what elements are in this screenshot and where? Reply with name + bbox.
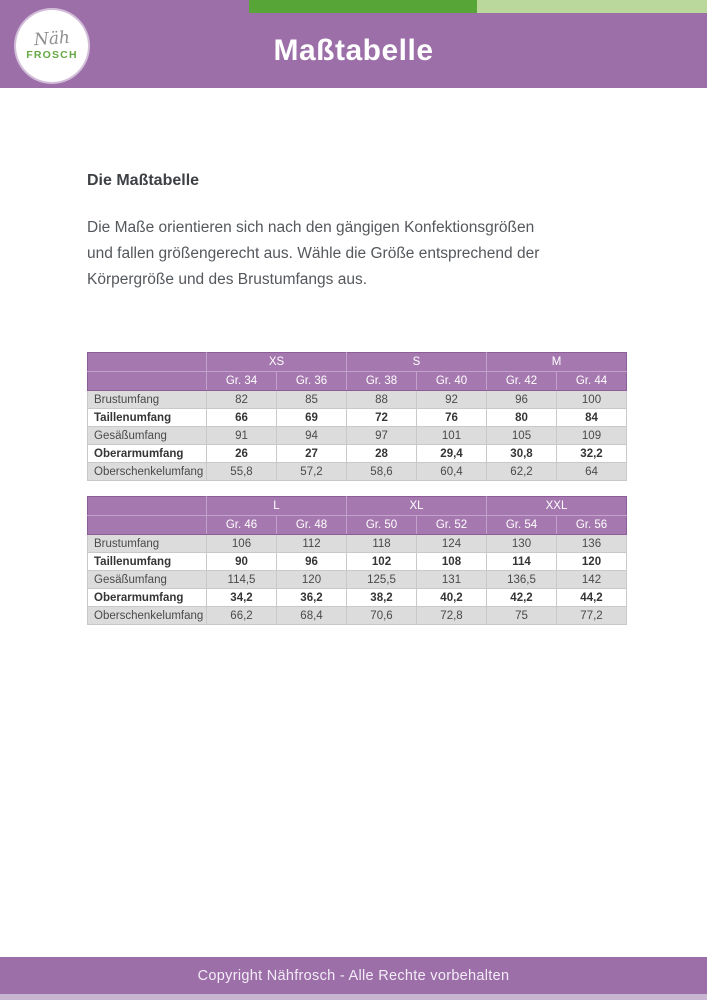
intro-line: Körpergröße und des Brustumfangs aus.: [87, 271, 368, 288]
size-table-xs-s-m: [87, 352, 627, 481]
measurement-value-cell: 118: [347, 535, 417, 553]
measurement-label-cell: Gesäßumfang: [88, 571, 207, 589]
measurement-value-cell: 36,2: [277, 589, 347, 607]
intro-paragraph: [87, 215, 539, 293]
size-table-l-xl-xxl: [87, 496, 627, 625]
corner-cell: [88, 516, 207, 535]
measurement-value-cell: 142: [557, 571, 627, 589]
measurement-value-cell: 58,6: [347, 463, 417, 481]
size-group-header: XS: [207, 353, 347, 372]
size-header: Gr. 54: [487, 516, 557, 535]
measurement-value-cell: 124: [417, 535, 487, 553]
footer-bar: [0, 957, 707, 994]
measurement-value-cell: 90: [207, 553, 277, 571]
measurement-value-cell: 102: [347, 553, 417, 571]
section-heading: Die Maßtabelle: [87, 172, 200, 189]
measurement-label-cell: Oberarmumfang: [88, 589, 207, 607]
measurement-value-cell: 69: [277, 409, 347, 427]
footer-copyright-text: Copyright Nähfrosch - Alle Rechte vorbehalten: [197, 967, 510, 984]
table-row: [88, 553, 627, 571]
corner-cell: [88, 497, 207, 516]
size-header: Gr. 48: [277, 516, 347, 535]
size-header: Gr. 36: [277, 372, 347, 391]
measurement-value-cell: 72,8: [417, 607, 487, 625]
measurement-value-cell: 114: [487, 553, 557, 571]
measurement-value-cell: 68,4: [277, 607, 347, 625]
table-row: [88, 445, 627, 463]
table-row: [88, 391, 627, 409]
measurement-label-cell: Brustumfang: [88, 391, 207, 409]
measurement-value-cell: 29,4: [417, 445, 487, 463]
measurement-value-cell: 114,5: [207, 571, 277, 589]
size-header: Gr. 38: [347, 372, 417, 391]
measurement-value-cell: 105: [487, 427, 557, 445]
size-header: Gr. 56: [557, 516, 627, 535]
measurement-value-cell: 38,2: [347, 589, 417, 607]
measurement-value-cell: 27: [277, 445, 347, 463]
measurement-value-cell: 120: [557, 553, 627, 571]
measurement-value-cell: 136: [557, 535, 627, 553]
measurement-value-cell: 92: [417, 391, 487, 409]
measurement-value-cell: 106: [207, 535, 277, 553]
page-title: Maßtabelle: [273, 33, 434, 67]
intro-line: Die Maße orientieren sich nach den gängigen Konfektionsgrößen: [87, 219, 535, 236]
logo-brand-text: FROSCH: [26, 49, 78, 61]
measurement-value-cell: 60,4: [417, 463, 487, 481]
measurement-value-cell: 125,5: [347, 571, 417, 589]
size-group-header: XXL: [487, 497, 627, 516]
measurement-value-cell: 88: [347, 391, 417, 409]
size-header-row: [88, 372, 627, 391]
size-group-header: L: [207, 497, 347, 516]
measurement-value-cell: 64: [557, 463, 627, 481]
intro-line: und fallen größengerecht aus. Wähle die Größe entsprechend der: [87, 245, 540, 262]
corner-cell: [88, 353, 207, 372]
measurement-value-cell: 101: [417, 427, 487, 445]
measurement-value-cell: 40,2: [417, 589, 487, 607]
size-header: Gr. 50: [347, 516, 417, 535]
measurement-value-cell: 42,2: [487, 589, 557, 607]
measurement-value-cell: 136,5: [487, 571, 557, 589]
measurement-value-cell: 57,2: [277, 463, 347, 481]
corner-cell: [88, 372, 207, 391]
measurement-value-cell: 112: [277, 535, 347, 553]
measurement-value-cell: 55,8: [207, 463, 277, 481]
measurement-value-cell: 96: [277, 553, 347, 571]
table-row: [88, 535, 627, 553]
table-row: [88, 607, 627, 625]
measurement-value-cell: 34,2: [207, 589, 277, 607]
measurement-value-cell: 91: [207, 427, 277, 445]
header-bar: [0, 0, 707, 88]
logo-script-text: Näh: [33, 27, 71, 51]
measurement-value-cell: 94: [277, 427, 347, 445]
measurement-value-cell: 28: [347, 445, 417, 463]
measurement-value-cell: 97: [347, 427, 417, 445]
group-header-row: [88, 497, 627, 516]
size-header: Gr. 34: [207, 372, 277, 391]
measurement-value-cell: 66,2: [207, 607, 277, 625]
measurement-label-cell: Taillenumfang: [88, 409, 207, 427]
measurement-value-cell: 70,6: [347, 607, 417, 625]
measurement-label-cell: Taillenumfang: [88, 553, 207, 571]
table-row: [88, 589, 627, 607]
measurement-label-cell: Brustumfang: [88, 535, 207, 553]
measurement-value-cell: 100: [557, 391, 627, 409]
table-row: [88, 427, 627, 445]
measurement-value-cell: 66: [207, 409, 277, 427]
measurement-value-cell: 32,2: [557, 445, 627, 463]
measurement-value-cell: 96: [487, 391, 557, 409]
green-accent-bar-light: [477, 0, 707, 13]
measurement-value-cell: 120: [277, 571, 347, 589]
measurement-value-cell: 77,2: [557, 607, 627, 625]
nahfrosch-logo: [16, 10, 88, 82]
measurement-label-cell: Oberschenkelumfang: [88, 463, 207, 481]
size-header: Gr. 44: [557, 372, 627, 391]
measurement-label-cell: Oberarmumfang: [88, 445, 207, 463]
size-group-header: XL: [347, 497, 487, 516]
measurement-label-cell: Oberschenkelumfang: [88, 607, 207, 625]
measurement-value-cell: 80: [487, 409, 557, 427]
measurement-value-cell: 62,2: [487, 463, 557, 481]
footer-accent-strip: [0, 994, 707, 1000]
measurement-value-cell: 130: [487, 535, 557, 553]
measurement-value-cell: 44,2: [557, 589, 627, 607]
table-row: [88, 463, 627, 481]
table-row: [88, 571, 627, 589]
size-header: Gr. 42: [487, 372, 557, 391]
measurement-value-cell: 109: [557, 427, 627, 445]
green-accent-bar-dark: [249, 0, 477, 13]
measurement-value-cell: 131: [417, 571, 487, 589]
measurement-value-cell: 30,8: [487, 445, 557, 463]
group-header-row: [88, 353, 627, 372]
size-group-header: S: [347, 353, 487, 372]
measurement-value-cell: 75: [487, 607, 557, 625]
size-header: Gr. 40: [417, 372, 487, 391]
measurement-value-cell: 108: [417, 553, 487, 571]
measurement-label-cell: Gesäßumfang: [88, 427, 207, 445]
size-group-header: M: [487, 353, 627, 372]
table-row: [88, 409, 627, 427]
measurement-value-cell: 85: [277, 391, 347, 409]
measurement-value-cell: 84: [557, 409, 627, 427]
size-header-row: [88, 516, 627, 535]
measurement-value-cell: 72: [347, 409, 417, 427]
size-header: Gr. 52: [417, 516, 487, 535]
measurement-value-cell: 26: [207, 445, 277, 463]
measurement-value-cell: 82: [207, 391, 277, 409]
measurement-value-cell: 76: [417, 409, 487, 427]
size-header: Gr. 46: [207, 516, 277, 535]
